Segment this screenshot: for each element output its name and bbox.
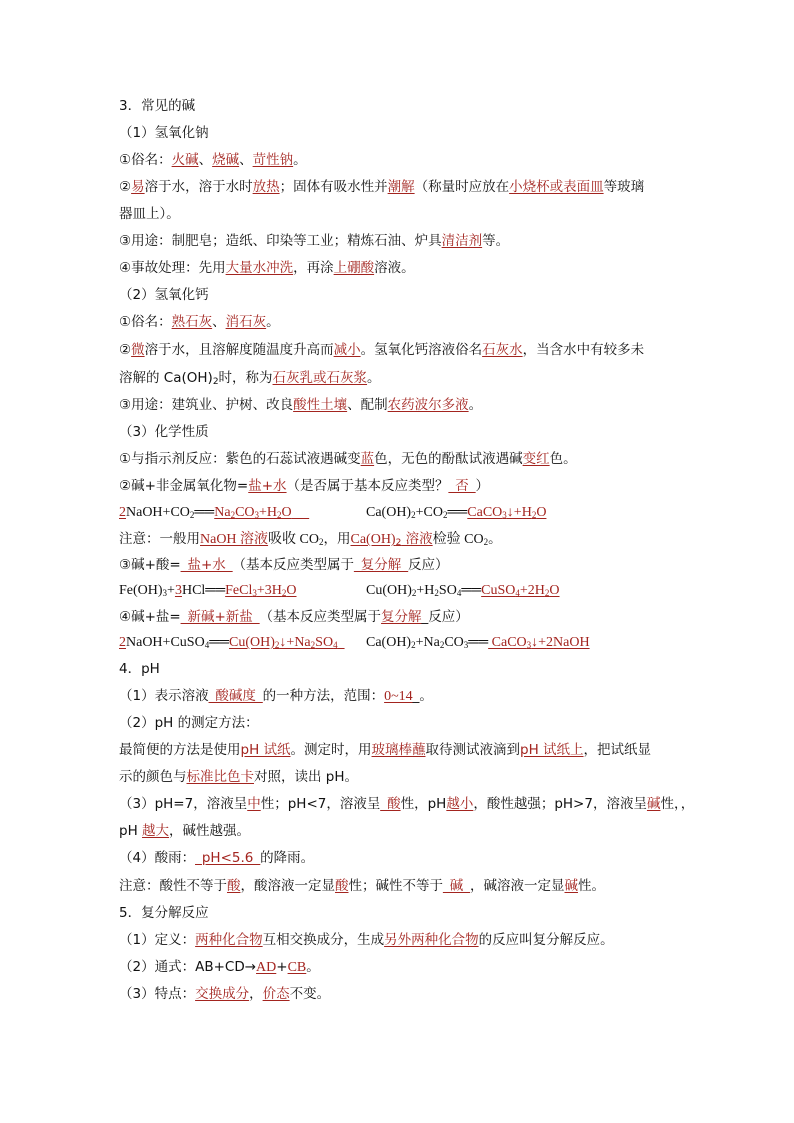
answer-text: 熟石灰 [171, 314, 213, 330]
ph-measure-line1 [119, 740, 651, 760]
text-segment: 检验 CO [432, 532, 484, 547]
text-segment: 4 [515, 588, 520, 598]
answer-text: 大量水冲洗 [225, 260, 294, 276]
answer-text: 越大 [142, 823, 170, 839]
text-segment: 吸收 CO [268, 532, 319, 547]
double-decomp-feature [119, 984, 330, 1004]
text-segment: +CO [415, 505, 443, 520]
text-segment: 性，， [660, 796, 695, 812]
text-segment: 不变。 [289, 986, 331, 1002]
text-segment: ①与指示剂反应：紫色的石蕊试液遇碱变 [119, 451, 361, 467]
text-segment: +H [259, 505, 278, 520]
answer-text: 消石灰 [225, 314, 267, 330]
text-segment: 示的颜色与 [119, 769, 187, 785]
text-segment: ↓+ [531, 635, 547, 650]
text-segment: 、 [212, 314, 226, 330]
text-segment: ，碱溶液一定显 [470, 878, 565, 894]
text-segment: （称量时应放在 [414, 179, 510, 195]
text-segment: （基本反应类型属于 [259, 609, 382, 625]
text-segment: 、配制 [347, 397, 388, 413]
text-segment: 4 [333, 640, 338, 650]
answer-text: 减小 [333, 342, 361, 358]
answer-text: CB [287, 960, 307, 975]
text-segment: 。 [468, 397, 483, 413]
text-segment: ） [475, 478, 490, 494]
text-segment: CaCO [467, 505, 503, 520]
double-decomp-definition [119, 930, 614, 950]
text-segment: ，把试纸显 [583, 742, 652, 758]
indicator-reaction [119, 449, 577, 469]
text-segment: 2 [411, 640, 416, 650]
equation-caoh-co2 [366, 503, 546, 523]
text-segment: 2 [411, 510, 416, 520]
text-segment: 注意：酸性不等于 [119, 878, 227, 894]
answer-text: 苛性钠 [252, 152, 294, 168]
text-segment: （1）定义： [119, 932, 196, 948]
answer-text: 酸性土壤 [293, 397, 348, 413]
text-segment: Na [214, 505, 231, 520]
text-segment: 3 [174, 583, 182, 598]
text-segment: 2 [230, 510, 236, 520]
section-4-title [119, 659, 160, 679]
answer-text: 石灰乳或石灰浆 [272, 370, 368, 386]
text-segment: Ca(OH) [366, 505, 412, 520]
base-nonmetal-oxide [119, 476, 489, 496]
answer-text: 价态 [262, 986, 290, 1002]
answer-text: 酸 [335, 878, 349, 894]
text-segment: 对照，读出 pH。 [254, 769, 359, 785]
text-segment: NaOH [553, 635, 590, 650]
text-segment: （2）通式：AB+CD→ [119, 959, 257, 975]
answer-text: 标准比色卡 [186, 769, 254, 785]
text-segment: NaOH+CO [126, 505, 190, 520]
ph-definition [119, 686, 433, 707]
text-segment: 等。 [482, 233, 510, 249]
text-segment: ，酸溶液一定显 [240, 878, 335, 894]
text-segment: ══ [468, 635, 489, 650]
text-segment: HCl══ [181, 583, 226, 598]
text-segment: 。 [488, 531, 502, 547]
equation-naoh-co2 [119, 503, 309, 523]
text-segment: ↓+Na [279, 635, 311, 650]
acid-rain [119, 848, 314, 868]
answer-text: 酸 [227, 878, 241, 894]
text-segment: 取待测试液滴到 [425, 742, 521, 758]
text-segment: 的反应叫复分解反应。 [478, 932, 614, 948]
caoh-properties-line1 [119, 340, 644, 360]
answer-text: 玻璃棒蘸 [371, 742, 426, 758]
naoh-accident [119, 258, 415, 278]
text-segment: 最简便的方法是使用 [119, 742, 241, 758]
text-segment: +3H [256, 583, 282, 598]
text-segment: ，当含水中有较多未 [522, 342, 645, 358]
text-segment: ；固体有吸水性并 [279, 179, 388, 195]
answer-text: 上硼酸 [333, 260, 375, 276]
text-segment: +Na [415, 635, 440, 650]
text-segment: 溶解的 Ca(OH) [119, 370, 213, 386]
text-segment: + [276, 959, 288, 975]
text-segment: 2 [189, 510, 195, 520]
text-segment: （4）酸雨： [119, 850, 196, 866]
text-segment: 色，无色的酚酞试液遇碱 [374, 451, 523, 467]
text-segment: ④事故处理：先用 [119, 260, 226, 276]
text-segment: ①俗名： [119, 152, 172, 168]
text-segment: 性；碱性不等于 [348, 878, 443, 894]
text-segment: （1）表示溶液 [119, 688, 209, 704]
text-segment: 3 [526, 640, 532, 650]
caoh-heading [119, 285, 209, 305]
text-segment: 2 [119, 635, 126, 650]
section-3-title [119, 96, 195, 116]
answer-text: 另外两种化合物 [384, 932, 479, 948]
text-segment: （2）pH 的测定方法： [119, 715, 259, 731]
naoh-common-names [119, 150, 307, 170]
naoh-properties-line2 [119, 204, 180, 224]
answer-text: 蓝 [360, 451, 375, 467]
text-segment: 互相交换成分，生成 [262, 932, 385, 948]
answer-text: 放热 [252, 179, 280, 195]
answer-text: 易 [131, 179, 145, 195]
text-segment: （3）化学性质 [119, 424, 209, 440]
answer-text: 0~14 [384, 689, 413, 704]
text-segment: 、 [239, 152, 253, 168]
text-segment: ， [249, 986, 263, 1002]
text-segment: 4．pH [119, 661, 160, 677]
caoh-common-names [119, 312, 280, 332]
caoh-properties-line2 [119, 368, 381, 388]
text-segment: 2 [212, 377, 219, 387]
text-segment: 3 [252, 588, 257, 598]
text-segment: 。测定时，用 [290, 742, 372, 758]
text-segment: 2 [395, 538, 402, 548]
answer-text: 火碱 [171, 152, 199, 168]
text-segment: CaCO [488, 635, 527, 650]
text-segment: FeCl [225, 583, 253, 598]
text-segment: 的一种方法，范围： [262, 688, 385, 704]
answer-text: 潮解 [387, 179, 415, 195]
text-segment: _。 [412, 688, 433, 704]
answer-text: 石灰水 [482, 342, 523, 358]
text-segment: 2 [281, 588, 287, 598]
text-segment: 2 [434, 588, 439, 598]
text-segment: ③用途：制肥皂；造纸、印染等工业；精炼石油、炉具 [119, 233, 442, 249]
text-segment: 2 [411, 588, 417, 598]
answer-text: NaOH 溶液 [200, 532, 269, 547]
text-segment: 3 [254, 510, 260, 520]
text-segment: 4 [204, 640, 210, 650]
text-segment: pH [119, 823, 138, 839]
ph-measure-line2 [119, 767, 358, 787]
text-segment: ，再涂 [293, 260, 334, 276]
caoh-uses [119, 395, 482, 415]
text-segment: （3）pH=7，溶液呈 [119, 796, 248, 812]
text-segment: 2 [442, 510, 448, 520]
answer-text: _酸碱度_ [208, 688, 263, 704]
acid-base-note [119, 876, 605, 896]
text-segment: 性；pH<7，溶液呈 [260, 796, 381, 812]
text-segment: Ca(OH) [366, 635, 412, 650]
text-segment: Fe(OH) [119, 583, 163, 598]
text-segment: SO [438, 583, 457, 598]
answer-text: _新碱+新盐_ [180, 609, 260, 625]
text-segment: 性。 [578, 878, 605, 894]
text-segment: 5．复分解反应 [119, 905, 209, 921]
double-decomp-formula [119, 957, 320, 978]
text-segment: 2 [310, 640, 316, 650]
text-segment: 溶液。 [374, 260, 415, 276]
text-segment: ②碱+非金属氧化物= [119, 478, 249, 494]
text-segment: ══ [447, 505, 468, 520]
text-segment: CO [444, 635, 464, 650]
answer-text: 越小 [446, 796, 474, 812]
text-segment: O [286, 583, 297, 598]
answer-text: pH 试纸上 [520, 742, 584, 758]
naoh-heading [119, 123, 209, 143]
text-segment: 2 [546, 635, 554, 650]
text-segment: （2）氢氧化钙 [119, 287, 209, 303]
answer-text: _pH<5.6_ [195, 850, 261, 866]
answer-text: _复分解_ [354, 557, 409, 573]
base-acid [119, 555, 449, 575]
answer-text: _否_ [448, 478, 476, 494]
text-segment: 的降雨。 [260, 850, 315, 866]
answer-text: 清洁剂 [441, 233, 483, 249]
text-segment: Cu(OH) [229, 635, 275, 650]
text-segment: 2 [319, 537, 324, 547]
text-segment: 。 [266, 314, 280, 330]
ph-ranges-line1 [119, 794, 694, 814]
answer-text: _酸 [380, 796, 401, 812]
text-segment: ② [119, 179, 132, 195]
text-segment: 等玻璃 [603, 179, 645, 195]
answer-text: 盐+水 [248, 478, 287, 494]
answer-text: 变红 [522, 451, 550, 467]
text-segment: NaOH+CuSO [126, 635, 205, 650]
equation-caoh2-na2co3 [366, 633, 590, 653]
text-segment: +2H [519, 583, 545, 598]
text-segment: 2 [277, 510, 282, 520]
text-segment: ══ [209, 635, 230, 650]
text-segment: 反应） [408, 557, 449, 573]
text-segment: 。 [293, 152, 307, 168]
text-segment: （3）特点： [119, 986, 196, 1002]
text-segment: ，酸性越强；pH>7，溶液呈 [473, 796, 647, 812]
text-segment: O [536, 505, 547, 520]
text-segment: 、 [198, 152, 213, 168]
text-segment: （是否属于基本反应类型？ [286, 478, 449, 494]
text-segment: 溶液 [401, 531, 433, 547]
text-segment: O [281, 505, 292, 520]
answer-text: 两种化合物 [195, 932, 263, 948]
equation-naoh-cuso4 [119, 633, 345, 653]
text-segment: ══ [461, 583, 482, 598]
text-segment: 。 [306, 959, 320, 975]
text-segment: 2 [274, 640, 280, 650]
text-segment: CuSO [481, 583, 516, 598]
text-segment: SO [315, 635, 334, 650]
text-segment: ══ [194, 505, 215, 520]
text-segment: 3 [162, 588, 168, 598]
section-5-title [119, 903, 209, 923]
text-segment: CO [235, 505, 255, 520]
text-segment: Ca(OH) [350, 532, 396, 547]
ph-ranges-line2 [119, 821, 250, 841]
answer-text: pH 试纸 [240, 742, 291, 758]
text-segment: 4 [456, 588, 462, 598]
text-segment: 溶于水，溶于水时 [144, 179, 253, 195]
naoh-properties-line1 [119, 177, 644, 197]
text-segment: 性，pH [400, 796, 447, 812]
text-segment: 注意：一般用 [119, 531, 200, 547]
answer-text: 微 [131, 342, 145, 358]
answer-text: 烧碱 [212, 152, 240, 168]
text-segment: （基本反应类型属于 [232, 557, 355, 573]
naoh-uses [119, 231, 509, 251]
text-segment: O [549, 583, 560, 598]
text-segment: ，用 [323, 531, 351, 547]
text-segment: ④碱+盐= [119, 609, 181, 625]
text-segment: 2 [439, 640, 445, 650]
text-segment: 3．常见的碱 [119, 98, 196, 114]
text-segment: ①俗名： [119, 314, 172, 330]
text-segment: 色。 [549, 451, 577, 467]
text-segment: 3 [463, 640, 469, 650]
text-segment: 器皿上）。 [119, 206, 180, 222]
answer-text: 小烧杯或表面皿 [509, 179, 604, 195]
answer-text: AD [256, 960, 277, 975]
answer-text: 交换成分 [195, 986, 250, 1002]
answer-text: 中 [247, 796, 261, 812]
text-segment: 。 [367, 370, 381, 386]
text-segment: 2 [483, 537, 489, 547]
answer-text: 碱 [646, 796, 661, 812]
answer-text: _盐+水_ [180, 557, 233, 573]
text-segment: ③用途：建筑业、护树、改良 [119, 397, 294, 413]
base-salt [119, 607, 469, 627]
text-segment: + [167, 583, 175, 598]
text-segment: ③碱+酸= [119, 557, 181, 573]
equation-feoh3-hcl [119, 581, 297, 601]
text-segment: ↓+H [506, 505, 532, 520]
answer-text: _碱_ [443, 878, 470, 894]
ph-measure-heading [119, 713, 259, 733]
note-co2-absorption [119, 529, 502, 550]
answer-text: 碱 [564, 878, 578, 894]
text-segment: 2 [119, 505, 126, 520]
answer-text: 复分解 [381, 609, 422, 625]
text-segment: _反应） [421, 609, 469, 625]
answer-text: 农药波尔多液 [387, 397, 469, 413]
text-segment: 2 [544, 588, 550, 598]
text-segment: 2 [531, 510, 537, 520]
text-segment: ，碱性越强。 [169, 823, 251, 839]
text-segment: （1）氢氧化钠 [119, 125, 209, 141]
text-segment: Cu(OH) [366, 583, 412, 598]
chem-properties-heading [119, 422, 209, 442]
text-segment: 3 [502, 510, 507, 520]
equation-cuoh2-h2so4 [366, 581, 560, 601]
text-segment: +H [416, 583, 435, 598]
text-segment: 溶于水，且溶解度随温度升高而 [144, 342, 334, 358]
text-segment: ② [119, 342, 132, 358]
text-segment: 时，称为 [218, 370, 273, 386]
text-segment: 。氢氧化钙溶液俗名 [360, 342, 483, 358]
